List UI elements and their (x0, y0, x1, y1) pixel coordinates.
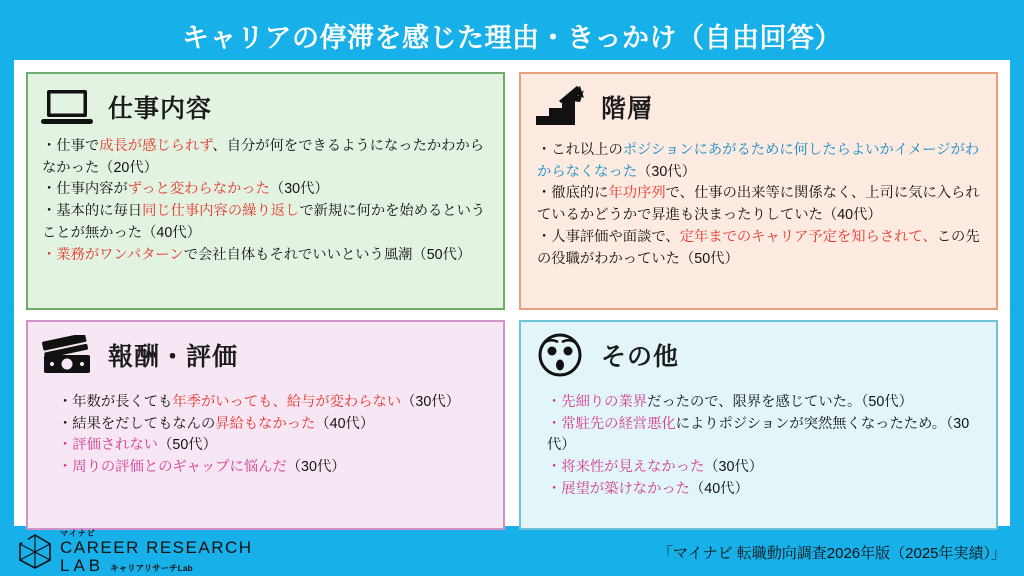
bullet-seg: ・人事評価や面談で、 (537, 228, 680, 245)
bullet-seg-highlight: 成長が感じられず (99, 138, 213, 154)
bullet-seg: （40代） (315, 415, 375, 432)
bullet-seg: （30代） (401, 394, 460, 410)
bullet-seg: ・仕事で (42, 138, 100, 154)
bullet-seg: ・これ以上の (537, 142, 623, 158)
card-bullet-list (533, 140, 984, 270)
card-header (40, 332, 491, 378)
bullet-seg-highlight: ・評価されない (58, 437, 159, 454)
laptop-icon (40, 85, 94, 129)
bullet-seg: ・結果をだしてもなんの (58, 415, 216, 432)
list-item (537, 227, 984, 270)
page-title: キャリアの停滞を感じた理由・きっかけ（自由回答） (182, 23, 842, 53)
card-bullet-list (533, 392, 984, 501)
list-item (547, 414, 984, 457)
bullet-seg-highlight: 同じ仕事内容の繰り返し (142, 203, 300, 220)
logo-sub-row (60, 557, 253, 576)
card-header (40, 84, 491, 130)
list-item (42, 136, 491, 179)
list-item (547, 457, 984, 479)
bullet-seg-highlight: 年季がいっても、給与が変わらない (172, 394, 402, 410)
bullet-seg: で新規に何かを始めるということが無かった（40代） (42, 203, 486, 241)
card-bullet-list (40, 136, 491, 266)
bullet-seg-highlight: ・先細りの業界 (547, 394, 648, 410)
money-bills-icon (40, 333, 94, 377)
card-rank (519, 72, 998, 310)
bullet-seg: （30代） (269, 181, 329, 198)
list-item (58, 435, 491, 457)
source-citation: 「マイナビ 転職動向調査2026年版（2025年実績）」 (657, 545, 1006, 562)
stairs-up-arrow-icon (533, 85, 587, 129)
list-item (537, 183, 984, 226)
bullet-seg-highlight: ・展望が築けなかった (547, 480, 690, 497)
list-item (547, 479, 984, 501)
list-item (537, 140, 984, 183)
list-item (58, 457, 491, 479)
card-pay-evaluation (26, 320, 505, 530)
cards-grid (26, 72, 998, 530)
logo-main-label: CAREER RESEARCH (60, 537, 253, 557)
brand-logo (18, 530, 253, 576)
list-item (42, 201, 491, 244)
bullet-seg: ・仕事内容が (42, 181, 128, 198)
bullet-seg-highlight: ずっと変わらなかった (127, 181, 270, 198)
card-bullet-list (40, 392, 491, 479)
card-header (533, 332, 984, 378)
surprised-face-icon (533, 333, 587, 377)
logo-mark-icon (18, 533, 52, 574)
card-title: 仕事内容 (108, 95, 213, 123)
card-work-content (26, 72, 505, 310)
bullet-seg: ・徹底的に (537, 185, 609, 202)
bullet-seg: （40代） (689, 480, 749, 497)
list-item (547, 392, 984, 414)
list-item (58, 392, 491, 414)
footer (0, 528, 1024, 576)
bullet-seg: （30代） (637, 163, 696, 180)
bullet-seg-highlight: 年功序列 (608, 185, 666, 202)
logo-jp-label: キャリアリサーチLab (110, 563, 193, 574)
bullet-seg: （30代） (286, 459, 346, 476)
bullet-seg-highlight: 昇給もなかった (215, 415, 316, 432)
list-item (42, 179, 491, 201)
card-title: 報酬・評価 (108, 343, 239, 371)
bullet-seg: （50代） (158, 437, 217, 454)
bullet-seg-highlight: ・将来性が見えなかった (547, 459, 705, 476)
bullet-seg: 、自分が何をできるようになったかわからなかった（20代） (42, 138, 485, 176)
bullet-seg-highlight: ・周りの評価とのギャップに悩んだ (58, 459, 287, 476)
bullet-seg: ・基本的に毎日 (42, 203, 143, 220)
bullet-seg: で会社自体もそれでいいという風潮（50代） (183, 246, 472, 263)
bullet-seg: （30代） (704, 459, 764, 476)
card-other (519, 320, 998, 530)
bullet-seg-highlight: ・常駐先の経営悪化 (547, 415, 676, 432)
logo-top-label: マイナビ (60, 529, 96, 538)
logo-text (60, 530, 253, 576)
bullet-seg: によりポジションが突然無くなったため。（30代） (547, 415, 970, 454)
bullet-seg-highlight: ・業務がワンパターン (42, 246, 184, 263)
bullet-seg: ・年数が長くても (58, 394, 173, 410)
bullet-seg: この先の役職がわかっていた（50代） (537, 228, 980, 267)
card-title: その他 (601, 343, 680, 371)
bullet-seg: だったので、限界を感じていた。（50代） (647, 394, 913, 410)
bullet-seg-highlight: 定年までのキャリア予定を知らされて、 (679, 228, 937, 245)
card-header (533, 84, 984, 130)
list-item (42, 245, 491, 267)
logo-lab-label: LAB (60, 556, 105, 576)
card-title: 階層 (601, 95, 654, 123)
content-board (14, 60, 1010, 526)
list-item (58, 414, 491, 436)
bullet-seg: で、仕事の出来等に関係なく、上司に気に入られているかどうかで昇進も決まったりしていた（40代） (537, 185, 980, 224)
bullet-seg-highlight: ポジションにあがるために何したらよいかイメージがわからなくなった (537, 142, 980, 180)
